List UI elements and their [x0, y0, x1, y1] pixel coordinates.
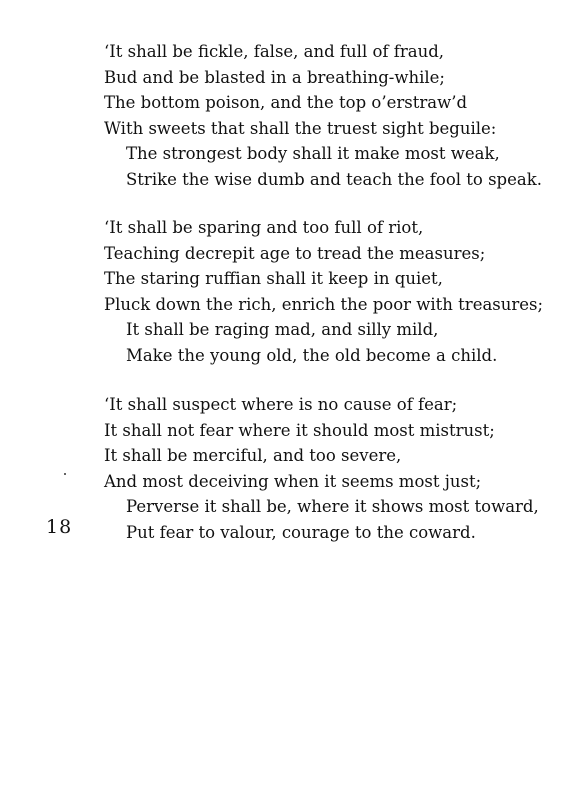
poem-line: Teaching decrepit age to tread the measures;	[104, 243, 486, 263]
margin-line-number: 18	[46, 516, 73, 538]
poem-line: It shall be merciful, and too severe,	[104, 446, 402, 465]
poem-line: ‘It shall suspect where is no cause of fear;	[104, 395, 458, 414]
stanza-2	[104, 215, 574, 368]
poem-line: It shall not fear where it should most mistrust;	[104, 420, 495, 440]
stanza-3	[104, 392, 574, 545]
poem-line: With sweets that shall the truest sight beguile:	[104, 118, 497, 138]
stanza-1	[104, 39, 574, 192]
poem-line: Pluck down the rich, enrich the poor with treasures;	[104, 294, 544, 314]
stray-ink-mark	[64, 473, 66, 475]
poem-line: ‘It shall be sparing and too full of riot,	[104, 218, 424, 237]
poem-line-indented: The strongest body shall it make most weak,	[126, 144, 500, 163]
poem-line-indented: Strike the wise dumb and teach the fool to speak.	[126, 169, 542, 189]
poem-line: The staring ruffian shall it keep in quiet,	[104, 269, 443, 288]
poem-line-indented: It shall be raging mad, and silly mild,	[126, 320, 439, 339]
poem-line: Bud and be blasted in a breathing-while;	[104, 67, 445, 87]
poem-line: And most deceiving when it seems most just;	[104, 471, 482, 491]
poem-line: The bottom poison, and the top o’erstraw’d	[104, 93, 468, 112]
poem-line-indented: Put fear to valour, courage to the coward.	[126, 522, 476, 542]
poem-line: ‘It shall be fickle, false, and full of fraud,	[104, 42, 445, 61]
poem-line-indented: Perverse it shall be, where it shows most toward,	[126, 497, 539, 516]
poem-line-indented: Make the young old, the old become a child.	[126, 345, 498, 365]
